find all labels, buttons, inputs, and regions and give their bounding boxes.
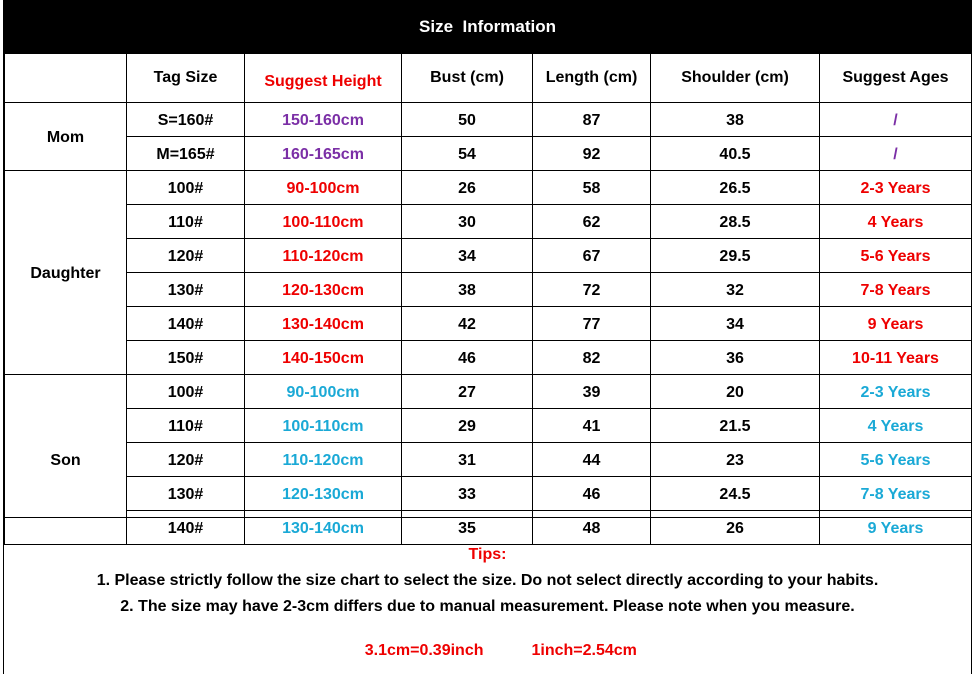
suggest-ages-cell: 9 Years	[820, 307, 972, 341]
tips-section	[4, 517, 971, 675]
suggest-height-cell: 140-150cm	[245, 341, 402, 375]
suggest-ages-cell: /	[820, 137, 972, 171]
size-table	[4, 53, 972, 545]
bust-cell: 38	[402, 273, 533, 307]
shoulder-cell: 36	[651, 341, 820, 375]
suggest-height-cell: 150-160cm	[245, 103, 402, 137]
column-header-tag-size: Tag Size	[127, 54, 245, 103]
tip-line-2: 2. The size may have 2-3cm differs due to manual measurement. Please note when you measure.	[120, 598, 855, 615]
suggest-ages-cell: 7-8 Years	[820, 477, 972, 511]
bust-cell: 54	[402, 137, 533, 171]
length-cell: 58	[533, 171, 651, 205]
group-label-daughter: Daughter	[5, 171, 127, 375]
suggest-ages-cell: 5-6 Years	[820, 239, 972, 273]
chart-title: Size Information	[4, 0, 971, 53]
shoulder-cell: 24.5	[651, 477, 820, 511]
tag-size-cell: 140#	[127, 307, 245, 341]
table-row	[5, 409, 972, 443]
tag-size-cell: 110#	[127, 205, 245, 239]
tag-size-cell: 100#	[127, 375, 245, 409]
length-cell: 67	[533, 239, 651, 273]
table-row	[5, 239, 972, 273]
suggest-ages-cell: 5-6 Years	[820, 443, 972, 477]
group-label-mom: Mom	[5, 103, 127, 171]
length-cell: 62	[533, 205, 651, 239]
bust-cell: 27	[402, 375, 533, 409]
tip-line-1: 1. Please strictly follow the size chart to select the size. Do not select directly according to your habits.	[96, 572, 879, 589]
table-row	[5, 307, 972, 341]
bust-cell: 29	[402, 409, 533, 443]
suggest-ages-cell: 4 Years	[820, 205, 972, 239]
group-label-son: Son	[5, 375, 127, 545]
table-row	[5, 171, 972, 205]
suggest-ages-cell: /	[820, 103, 972, 137]
bust-cell: 35	[402, 511, 533, 545]
tag-size-cell: 140#	[127, 511, 245, 545]
length-cell: 72	[533, 273, 651, 307]
suggest-ages-cell: 2-3 Years	[820, 171, 972, 205]
suggest-height-cell: 130-140cm	[245, 307, 402, 341]
suggest-height-cell: 90-100cm	[245, 171, 402, 205]
table-row	[5, 137, 972, 171]
column-header-shoulder: Shoulder (cm)	[651, 54, 820, 103]
length-cell: 44	[533, 443, 651, 477]
length-cell: 87	[533, 103, 651, 137]
bust-cell: 42	[402, 307, 533, 341]
size-chart	[3, 0, 972, 674]
suggest-ages-cell: 10-11 Years	[820, 341, 972, 375]
length-cell: 39	[533, 375, 651, 409]
conversion-inch-to-cm: 1inch=2.54cm	[531, 642, 637, 659]
suggest-height-cell: 120-130cm	[245, 273, 402, 307]
suggest-ages-cell: 7-8 Years	[820, 273, 972, 307]
column-header-bust: Bust (cm)	[402, 54, 533, 103]
suggest-height-cell: 100-110cm	[245, 205, 402, 239]
tag-size-cell: 120#	[127, 239, 245, 273]
length-cell: 46	[533, 477, 651, 511]
shoulder-cell: 38	[651, 103, 820, 137]
shoulder-cell: 29.5	[651, 239, 820, 273]
suggest-ages-cell: 2-3 Years	[820, 375, 972, 409]
table-row	[5, 341, 972, 375]
shoulder-cell: 40.5	[651, 137, 820, 171]
suggest-ages-cell: 9 Years	[820, 511, 972, 545]
tag-size-cell: 150#	[127, 341, 245, 375]
bust-cell: 50	[402, 103, 533, 137]
table-row	[5, 103, 972, 137]
table-row	[5, 477, 972, 511]
suggest-height-cell: 130-140cm	[245, 511, 402, 545]
shoulder-cell: 23	[651, 443, 820, 477]
conversion-line	[4, 624, 971, 678]
length-cell: 82	[533, 341, 651, 375]
shoulder-cell: 32	[651, 273, 820, 307]
tag-size-cell: 130#	[127, 477, 245, 511]
suggest-height-cell: 90-100cm	[245, 375, 402, 409]
suggest-height-cell: 110-120cm	[245, 443, 402, 477]
shoulder-cell: 26	[651, 511, 820, 545]
shoulder-cell: 34	[651, 307, 820, 341]
shoulder-cell: 21.5	[651, 409, 820, 443]
suggest-height-cell: 100-110cm	[245, 409, 402, 443]
bust-cell: 31	[402, 443, 533, 477]
bust-cell: 34	[402, 239, 533, 273]
tag-size-cell: 120#	[127, 443, 245, 477]
column-header-length: Length (cm)	[533, 54, 651, 103]
shoulder-cell: 28.5	[651, 205, 820, 239]
column-header-suggest-ages: Suggest Ages	[820, 54, 972, 103]
column-header	[5, 54, 127, 103]
table-row	[5, 375, 972, 409]
bust-cell: 30	[402, 205, 533, 239]
tag-size-cell: 110#	[127, 409, 245, 443]
table-row	[5, 205, 972, 239]
bust-cell: 26	[402, 171, 533, 205]
length-cell: 77	[533, 307, 651, 341]
header-row	[5, 54, 972, 103]
shoulder-cell: 20	[651, 375, 820, 409]
shoulder-cell: 26.5	[651, 171, 820, 205]
suggest-height-cell: 110-120cm	[245, 239, 402, 273]
tag-size-cell: 130#	[127, 273, 245, 307]
column-header-suggest-height: Suggest Height	[245, 54, 402, 103]
length-cell: 48	[533, 511, 651, 545]
bust-cell: 46	[402, 341, 533, 375]
tag-size-cell: S=160#	[127, 103, 245, 137]
length-cell: 92	[533, 137, 651, 171]
suggest-height-cell: 160-165cm	[245, 137, 402, 171]
tag-size-cell: M=165#	[127, 137, 245, 171]
conversion-cm-to-inch: 3.1cm=0.39inch	[364, 642, 484, 659]
table-body	[5, 103, 972, 545]
table-row	[5, 443, 972, 477]
tag-size-cell: 100#	[127, 171, 245, 205]
bust-cell: 33	[402, 477, 533, 511]
tips-title: Tips:	[468, 546, 507, 563]
table-row	[5, 273, 972, 307]
suggest-ages-cell: 4 Years	[820, 409, 972, 443]
suggest-height-cell: 120-130cm	[245, 477, 402, 511]
length-cell: 41	[533, 409, 651, 443]
